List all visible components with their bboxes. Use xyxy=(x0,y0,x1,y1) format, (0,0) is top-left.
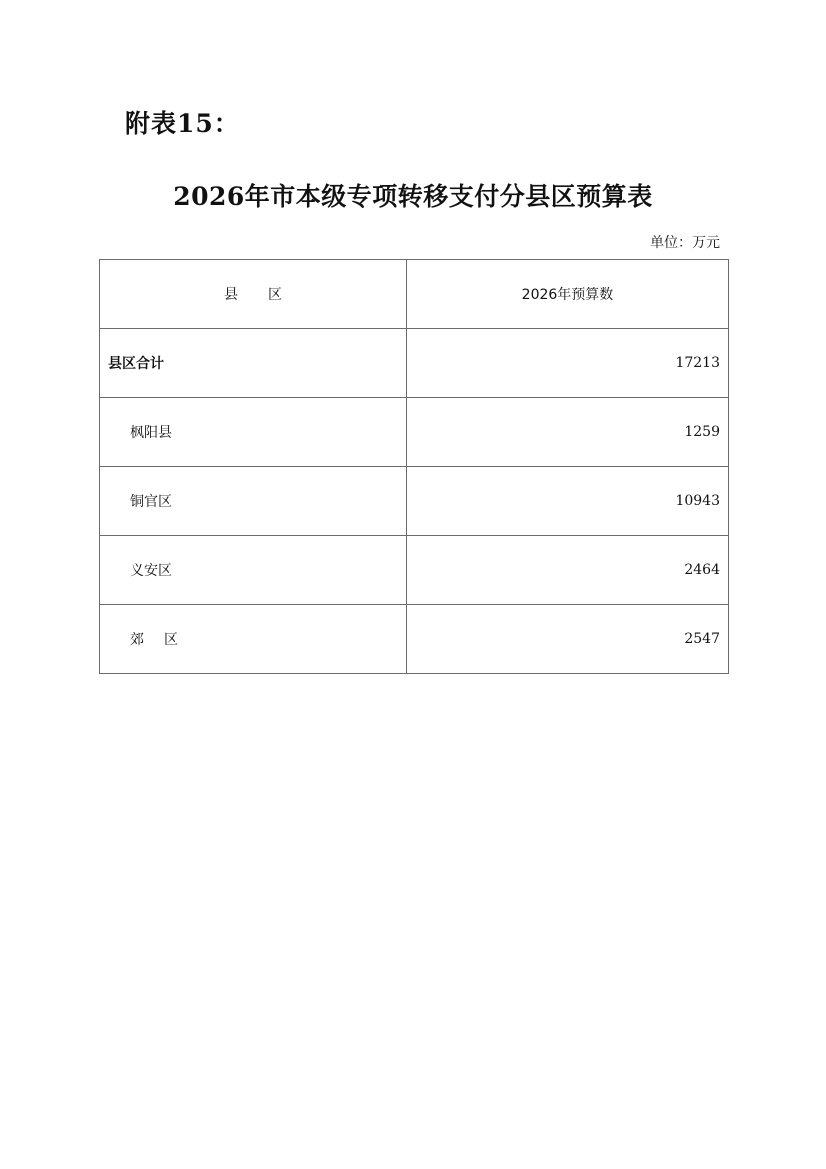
header-budget: 2026年预算数 xyxy=(407,260,729,329)
table-row xyxy=(100,536,729,605)
table-row xyxy=(100,398,729,467)
county-amount-cell: 2547 xyxy=(407,605,729,674)
total-name-cell: 县区合计 xyxy=(100,329,407,398)
county-amount-cell: 10943 xyxy=(407,467,729,536)
county-amount-cell: 2464 xyxy=(407,536,729,605)
appendix-label: 附表15： xyxy=(125,109,240,138)
total-amount-cell: 17213 xyxy=(407,329,729,398)
table-row xyxy=(100,605,729,674)
county-name-cell: 义安区 xyxy=(100,536,407,605)
county-name-cell: 枫阳县 xyxy=(100,398,407,467)
document-title: 2026年市本级专项转移支付分县区预算表 xyxy=(173,182,653,211)
table-header-row xyxy=(100,260,729,329)
unit-label: 单位：万元 xyxy=(650,235,720,251)
budget-table xyxy=(99,259,729,674)
table-row-total xyxy=(100,329,729,398)
county-name-cell: 铜官区 xyxy=(100,467,407,536)
county-amount-cell: 1259 xyxy=(407,398,729,467)
table-row xyxy=(100,467,729,536)
county-name-cell: 郊区 xyxy=(100,605,407,674)
header-county: 县区 xyxy=(100,260,407,329)
